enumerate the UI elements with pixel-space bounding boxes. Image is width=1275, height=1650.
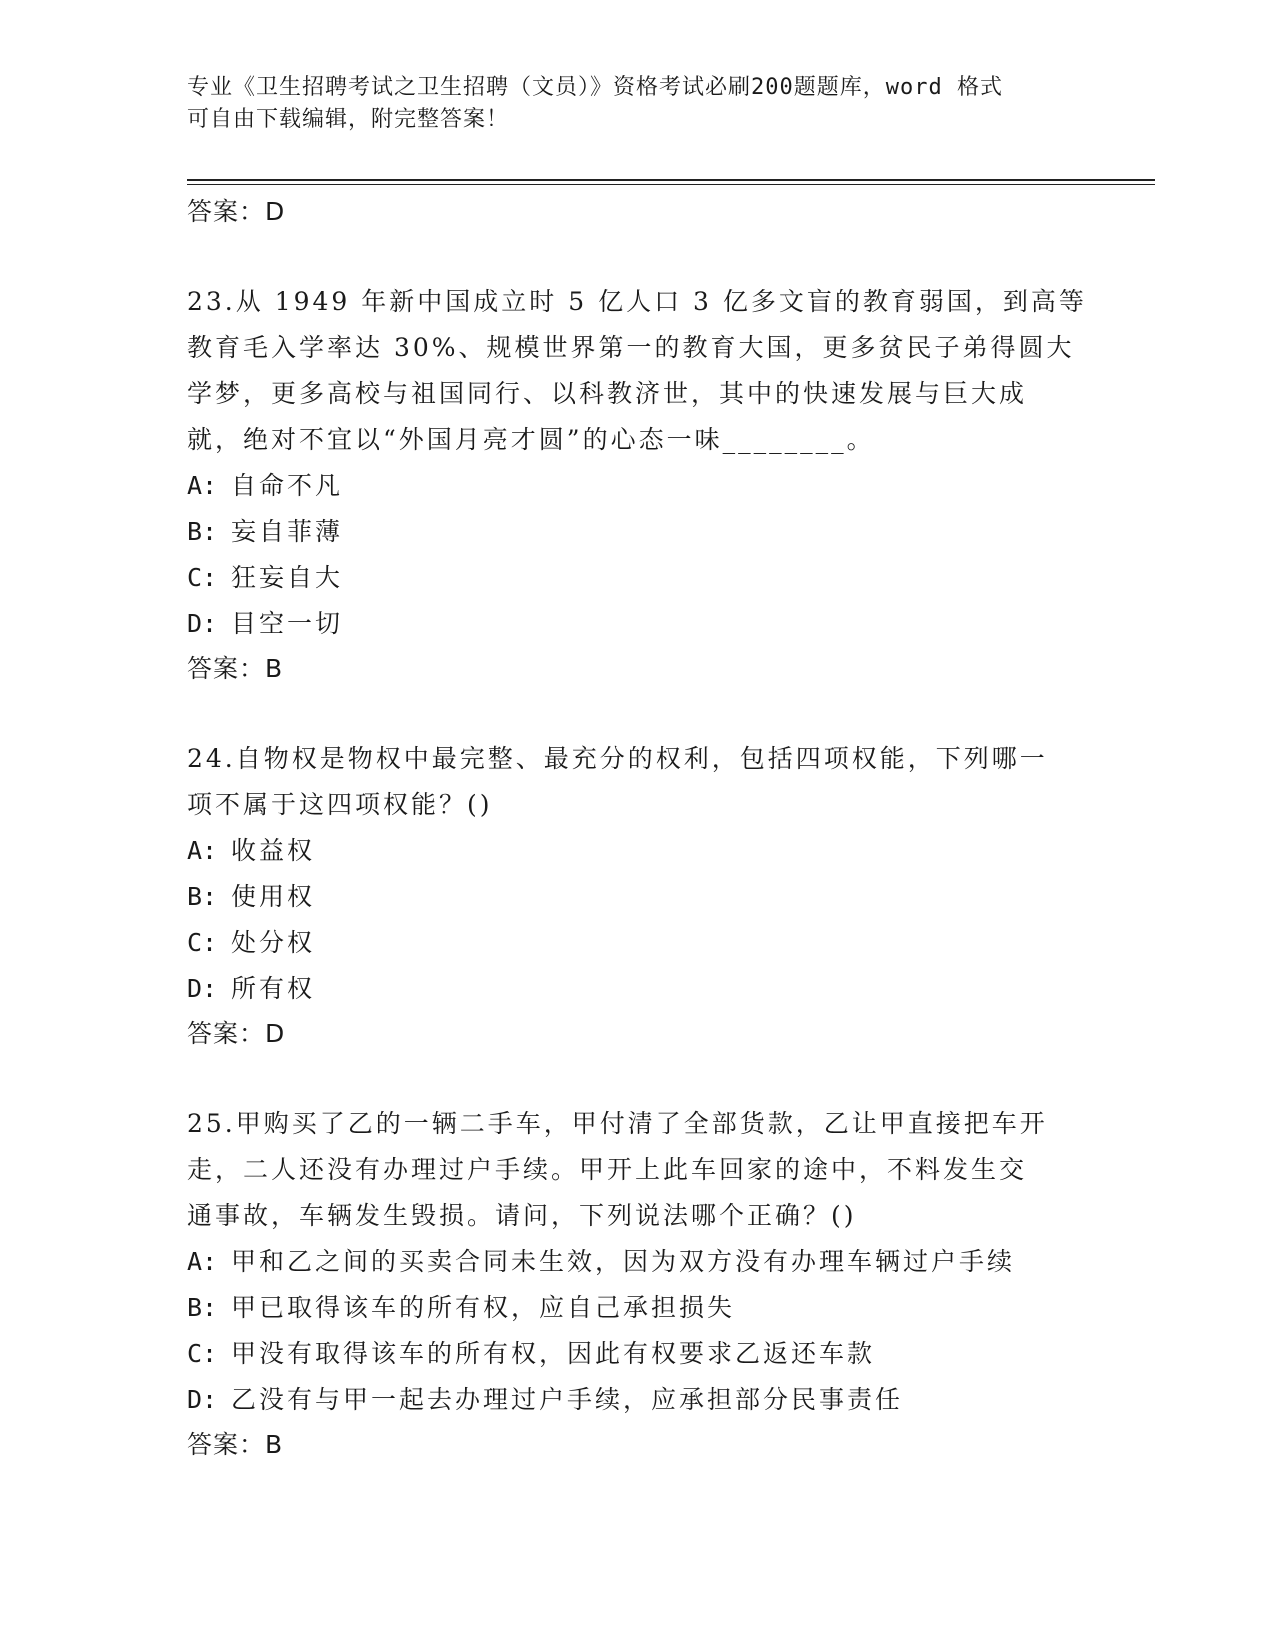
- option-key: D:: [187, 609, 218, 638]
- header-divider-thin: [187, 184, 1155, 185]
- option-b: [187, 1285, 1087, 1331]
- option-key: B:: [187, 517, 218, 546]
- header-divider-thick: [187, 179, 1155, 181]
- option-key: C:: [187, 563, 218, 592]
- option-key: D:: [187, 974, 218, 1003]
- stem-line: 就，绝对不宜以“外国月亮才圆”的心态一味________。: [187, 425, 875, 454]
- option-text: 妄自菲薄: [231, 517, 344, 546]
- stem-line: 24.自物权是物权中最完整、最充分的权利，包括四项权能，下列哪一: [187, 744, 1048, 773]
- option-key: C:: [187, 928, 218, 957]
- option-text: 处分权: [231, 928, 316, 957]
- stem-line: 通事故，车辆发生毁损。请问，下列说法哪个正确？(): [187, 1201, 857, 1230]
- stem-line: 25.甲购买了乙的一辆二手车，甲付清了全部货款，乙让甲直接把车开: [187, 1109, 1048, 1138]
- header-title-line-1: 专业《卫生招聘考试之卫生招聘（文员）》资格考试必刷200题题库，word 格式: [187, 75, 1003, 100]
- question-stem: [187, 279, 1087, 463]
- option-key: B:: [187, 882, 218, 911]
- option-a: [187, 1239, 1087, 1285]
- option-a: [187, 828, 1087, 874]
- option-text: 乙没有与甲一起去办理过户手续，应承担部分民事责任: [231, 1385, 904, 1414]
- question-answer: 答案：B: [187, 654, 284, 683]
- question-24: [187, 736, 1087, 1056]
- option-key: A:: [187, 1247, 218, 1276]
- option-c: [187, 555, 1087, 601]
- stem-line: 学梦，更多高校与祖国同行、以科教济世，其中的快速发展与巨大成: [187, 379, 1028, 408]
- question-answer: 答案：D: [187, 1019, 286, 1048]
- stem-line: 走，二人还没有办理过户手续。甲开上此车回家的途中，不料发生交: [187, 1155, 1028, 1184]
- option-d: [187, 601, 1087, 647]
- stem-line: 教育毛入学率达 30%、规模世界第一的教育大国，更多贫民子弟得圆大: [187, 333, 1075, 362]
- option-text: 使用权: [231, 882, 316, 911]
- option-text: 甲和乙之间的买卖合同未生效，因为双方没有办理车辆过户手续: [231, 1247, 1016, 1276]
- option-a: [187, 463, 1087, 509]
- option-b: [187, 874, 1087, 920]
- option-text: 目空一切: [231, 609, 344, 638]
- option-text: 甲已取得该车的所有权，应自己承担损失: [231, 1293, 736, 1322]
- option-key: A:: [187, 471, 218, 500]
- stem-line: 项不属于这四项权能？(): [187, 790, 493, 819]
- previous-answer: 答案：D: [187, 197, 286, 226]
- option-key: D:: [187, 1385, 218, 1414]
- header-title-line-2: 可自由下载编辑，附完整答案！: [187, 107, 510, 132]
- option-key: A:: [187, 836, 218, 865]
- stem-line: 23.从 1949 年新中国成立时 5 亿人口 3 亿多文盲的教育弱国，到高等: [187, 287, 1087, 316]
- option-text: 所有权: [231, 974, 316, 1003]
- question-stem: [187, 736, 1087, 828]
- question-answer: 答案：B: [187, 1430, 284, 1459]
- option-text: 收益权: [231, 836, 316, 865]
- question-stem: [187, 1101, 1087, 1239]
- option-c: [187, 920, 1087, 966]
- option-b: [187, 509, 1087, 555]
- option-text: 狂妄自大: [231, 563, 344, 592]
- option-d: [187, 966, 1087, 1012]
- option-text: 自命不凡: [231, 471, 344, 500]
- option-d: [187, 1377, 1087, 1423]
- option-text: 甲没有取得该车的所有权，因此有权要求乙返还车款: [231, 1339, 876, 1368]
- question-list: [187, 190, 1087, 1467]
- option-key: B:: [187, 1293, 218, 1322]
- option-c: [187, 1331, 1087, 1377]
- question-25: [187, 1101, 1087, 1467]
- option-key: C:: [187, 1339, 218, 1368]
- question-23: [187, 279, 1087, 691]
- page-header: [187, 72, 1087, 136]
